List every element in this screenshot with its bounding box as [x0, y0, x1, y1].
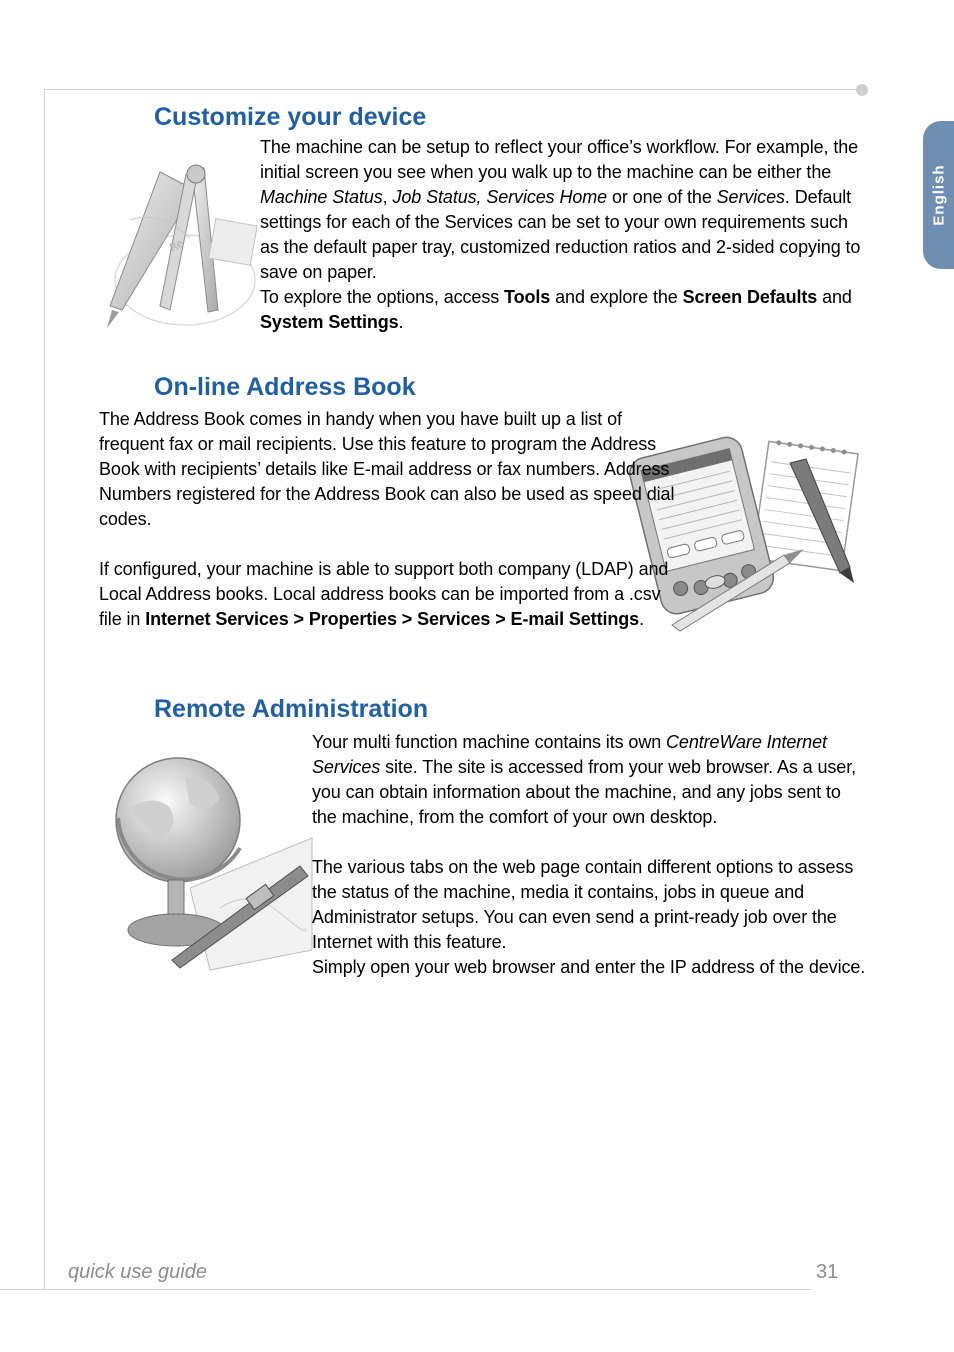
text-run: The Address Book comes in handy when you have built up a list of frequent fax or mail recipients. Use this feature to program the Address Book with recipients’ details like E-mail address or fax numbers. Address Numbers registered for the Address Book can also be used as speed dial codes. [99, 409, 675, 529]
text-run: . [398, 312, 404, 332]
footer-guide-label: quick use guide [68, 1261, 207, 1283]
bold-term: Internet Services > Properties > Services > E-mail Settings [145, 609, 640, 629]
italic-term: Machine Status [260, 187, 383, 207]
text-run: To explore the options, access [260, 287, 505, 307]
text-run: and [817, 287, 852, 307]
bold-term: Screen Defaults [682, 287, 818, 307]
language-tab-label: English [930, 164, 947, 226]
text-run: , [382, 187, 393, 207]
italic-term: Services [716, 187, 785, 207]
bold-term: Tools [504, 287, 551, 307]
section1-paragraph-2 [260, 285, 860, 335]
text-run: Simply open your web browser and enter the IP address of the device. [312, 957, 866, 977]
text-run: If configured, your machine is able to support both company (LDAP) and Local Address books. Local address books can be imported from a .csv file in [99, 559, 669, 629]
svg-text:Re: Re [167, 236, 186, 255]
text-run: . Default settings for each of the Services can be set to your own requirements such as the default paper tray, customized reduction ratios and 2-sided copying to save on paper. [260, 187, 861, 282]
text-run: The machine can be setup to reflect your office’s workflow. For example, the initial screen you see when you walk up to the machine can be either the [260, 137, 859, 182]
section3-paragraph-1 [312, 730, 864, 830]
page-frame-left [44, 89, 45, 1289]
text-run: The various tabs on the web page contain different options to assess the status of the machine, media it contains, jobs in queue and Administrator setups. You can even send a print-ready job over the Internet with this feature. [312, 857, 854, 952]
section2-paragraph-1 [99, 407, 685, 532]
italic-term: Job Status, Services Home [392, 187, 608, 207]
section-heading-remote-admin: Remote Administration [154, 695, 429, 723]
section1-paragraph-1 [260, 135, 866, 285]
language-side-tab [923, 121, 954, 269]
section2-paragraph-2 [99, 557, 675, 632]
page-frame-bottom [0, 1289, 812, 1290]
text-run: and explore the [550, 287, 683, 307]
corner-dot [856, 84, 868, 96]
footer-page-number: 31 [816, 1261, 839, 1283]
globe-map-telescope-icon [100, 738, 315, 973]
page-frame-top [44, 89, 858, 90]
bold-term: System Settings [260, 312, 399, 332]
text-run: Your multi function machine contains its own [312, 732, 667, 752]
text-run: or one of the [607, 187, 717, 207]
section-heading-address-book: On-line Address Book [154, 373, 416, 401]
section3-paragraph-2 [312, 855, 864, 955]
section-heading-customize: Customize your device [154, 103, 427, 131]
italic-term: CentreWare Internet Services [312, 732, 827, 777]
section3-paragraph-3 [312, 955, 868, 980]
text-run: . [639, 609, 644, 629]
drafting-compass-icon [100, 160, 260, 332]
text-run: site. The site is accessed from your web browser. As a user, you can obtain information about the machine, and any jobs sent to the machine, from the comfort of your own desktop. [312, 757, 857, 827]
